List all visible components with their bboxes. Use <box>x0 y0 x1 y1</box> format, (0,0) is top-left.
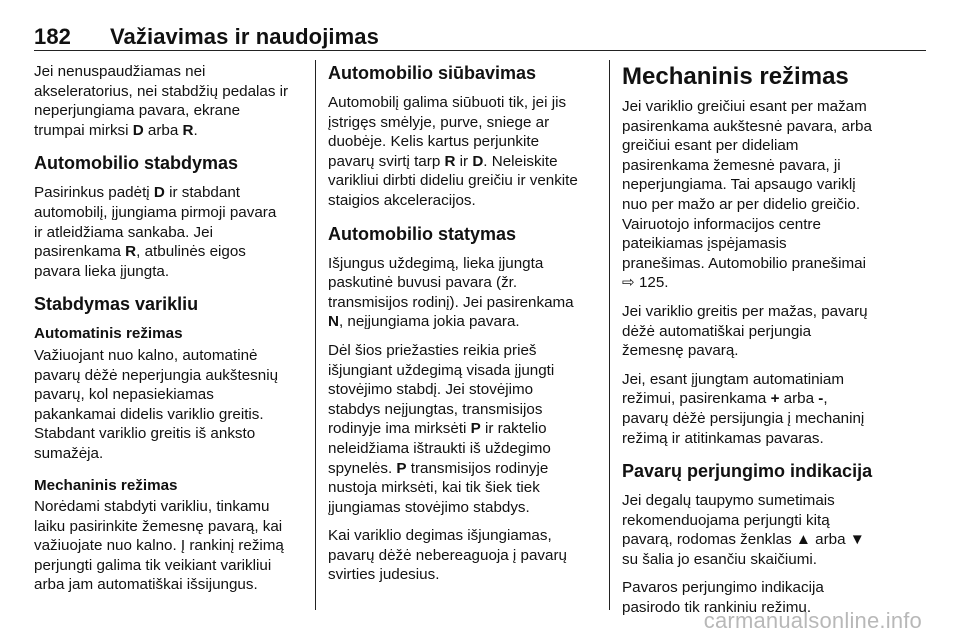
siub-text-a: Automobilį galima siūbuoti tik, jei jis įstrigęs smėlyje, purve, sniege ar duobėje. Kelis kartus perjunkite pavarų svirtį tarp <box>328 94 567 170</box>
siubavimas-paragraph <box>328 93 600 211</box>
stat-text-b: , neįjungiama jokia pavara. <box>338 313 520 331</box>
stabdymas-paragraph <box>34 183 306 281</box>
column-divider-2 <box>609 60 610 610</box>
watermark: carmanualsonline.info <box>703 608 922 633</box>
siub-text-c: . Neleiskite varikliui dirbti dideliu greičiu ir venkite staigios akceleracijos. <box>328 152 578 209</box>
page-number: 182 <box>34 24 72 49</box>
indikacija-paragraph-1: Jei degalų taupymo sumetimais rekomenduojama perjungti kitą pavarą, rodomas ženklas ▲ arba ▼ su šalia jo esančiu skaičiumi. <box>622 492 865 568</box>
intro-end: . <box>193 121 198 139</box>
mechaninis-paragraph-1 <box>622 97 894 293</box>
column-2 <box>328 62 600 594</box>
heading-statymas: Automobilio statymas <box>328 223 517 244</box>
intro-mid: arba <box>143 121 183 139</box>
gear-r: R <box>125 243 137 261</box>
page-title: Važiavimas ir naudojimas <box>110 24 379 49</box>
siub-text-b: ir <box>455 152 473 170</box>
heading-stabdymas-varikliu: Stabdymas varikliu <box>34 294 199 315</box>
gear-d: D <box>132 121 144 139</box>
statymas-paragraph-3: Kai variklio degimas išjungiamas, pavarų dėžė nebereaguoja į pavarų svirties judesius. <box>328 527 567 584</box>
statymas-paragraph-2 <box>328 341 600 517</box>
automatinis-paragraph: Važiuojant nuo kalno, automatinė pavarų dėžė neperjungia aukštesnių pavarų, kol nepasiekiamas pakankamai didelis variklio greitis. Stabdant variklio greitis iš anksto sumažėja. <box>34 346 279 462</box>
m1-text: Jei variklio greičiui esant per mažam pasirenkama aukštesnė pavara, arba greičiui esant per dideliam pasirenkama žemesnė pavara, ji neperjungiama. Tai apsaugo variklį nuo per mažo ar per didelio greičio. Vairuotojo informacijos centre pateikiamas įspėjamasis pranešimas. Automobilio pranešimai <box>622 98 872 272</box>
subheading-automatinis: Automatinis režimas <box>34 325 183 343</box>
p2-text-b: ir raktelio neleidžiama ištraukti iš uždegimo spynelės. <box>328 420 551 477</box>
p2-text-a: Dėl šios priežasties reikia prieš išjungiant uždegimą visada įjungti stovėjimo stabdį. Jei stovėjimo stabdys neįjungtas, transmisijos rodinyje ima mirksėti <box>328 341 555 438</box>
heading-indikacija: Pavarų perjungimo indikacija <box>622 461 873 482</box>
gear-r: R <box>182 121 194 139</box>
gear-n: N <box>328 313 339 331</box>
mechaninis-paragraph-3 <box>622 370 894 448</box>
m3-text-c: , pavarų dėžė persijungia į mechaninį režimą ir atitinkamas pavaras. <box>622 390 865 447</box>
intro-paragraph <box>34 62 306 140</box>
gear-r: R <box>444 152 456 170</box>
column-3 <box>622 62 894 627</box>
plus-symbol: + <box>770 390 780 408</box>
gear-p: P <box>396 459 407 477</box>
m3-text-a: Jei, esant įjungtam automatiniam režimui, pasirenkama <box>622 370 845 408</box>
gear-d: D <box>472 152 484 170</box>
stat-text-a: Išjungus uždegimą, lieka įjungta paskutinė buvusi pavara (žr. transmisijos rodinį). Jei pasirenkama <box>328 254 574 311</box>
subheading-mechaninis: Mechaninis režimas <box>34 476 178 494</box>
stab-text-c: , atbulinės eigos pavara lieka įjungta. <box>34 243 246 280</box>
m3-text-b: arba <box>779 390 819 408</box>
p2-text-c: transmisijos rodinyje nustoja mirksėti, kai tik šiek tiek įjungiamas stovėjimo stabdys. <box>328 459 549 516</box>
stab-text-b: ir stabdant automobilį, įjungiama pirmoji pavara ir atleidžiama sankaba. Jei pasirenkama <box>34 184 277 261</box>
column-1 <box>34 62 306 604</box>
page-reference-link[interactable]: ⇨ 125. <box>622 274 669 292</box>
gear-p: P <box>470 420 481 438</box>
page-header <box>34 22 926 52</box>
column-divider-1 <box>315 60 316 610</box>
minus-symbol: - <box>818 390 824 408</box>
heading-siubavimas: Automobilio siūbavimas <box>328 63 537 83</box>
heading-mechaninis-rezimas: Mechaninis režimas <box>622 63 849 90</box>
heading-stabdymas: Automobilio stabdymas <box>34 153 239 174</box>
intro-text: Jei nenuspaudžiamas nei akseleratorius, nei stabdžių pedalas ir neperjungiama pavara, ekrane trumpai mirksi <box>34 63 289 139</box>
header-rule <box>34 50 926 51</box>
indikacija-paragraph-2: Pavaros perjungimo indikacija pasirodo tik rankiniu režimu. <box>622 579 824 617</box>
stab-text-a: Pasirinkus padėtį <box>34 184 154 202</box>
mechaninis-paragraph: Norėdami stabdyti varikliu, tinkamu laiku pasirinkite žemesnę pavarą, kai važiuojate nuo kalno. Į rankinį režimą perjungti galima tik veikiant varikliui arba jam automatiškai išsijungus. <box>34 498 284 594</box>
gear-d: D <box>153 184 165 202</box>
mechaninis-paragraph-2: Jei variklio greitis per mažas, pavarų dėžė automatiškai perjungia žemesnę pavarą. <box>622 302 868 360</box>
statymas-paragraph <box>328 254 600 332</box>
